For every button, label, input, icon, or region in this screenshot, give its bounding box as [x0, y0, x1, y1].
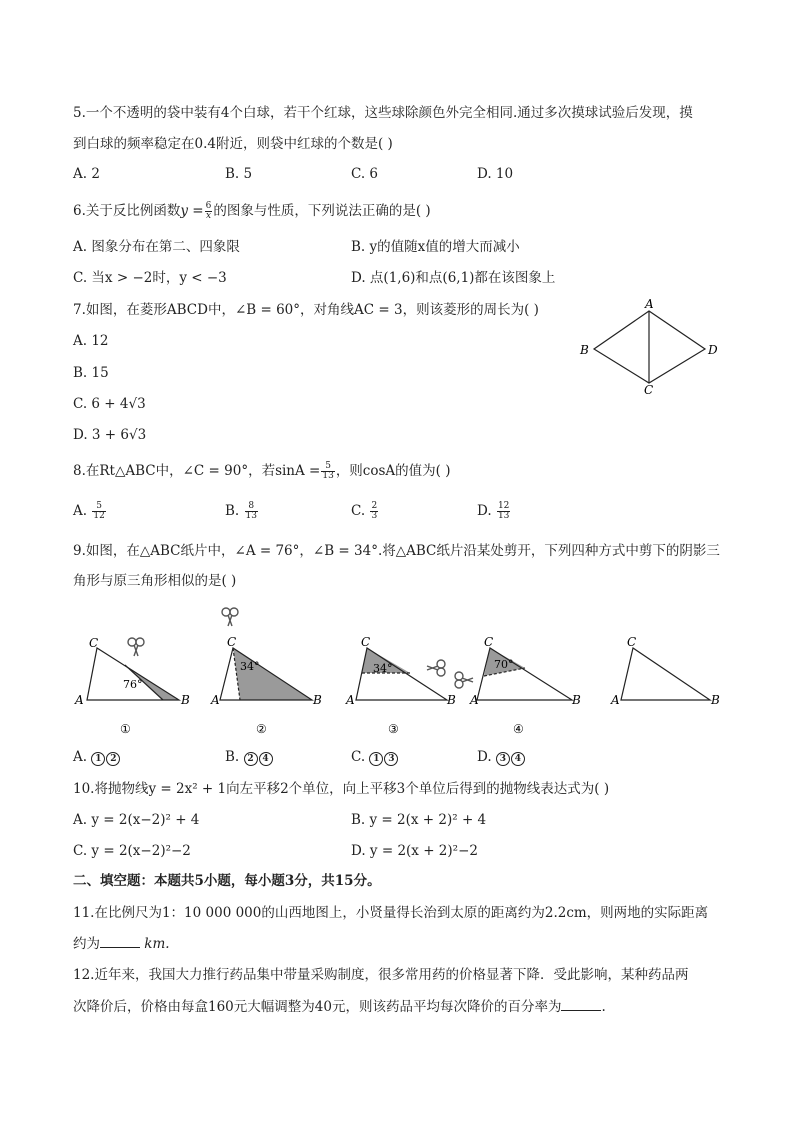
q7-stem: 7.如图，在菱形ABCD中，∠B = 60°，对角线AC = 3，则该菱形的周长为( ) — [73, 302, 539, 318]
q6-fraction — [205, 202, 213, 221]
q11-suffix: km. — [140, 936, 170, 952]
q12-suffix: . — [601, 999, 606, 1015]
q8-option-d-den: 13 — [497, 511, 510, 521]
fig4-caption: ④ — [513, 722, 524, 736]
q9-line1: 9.如图，在△ABC纸片中，∠A = 76°，∠B = 34°.将△ABC纸片沿某处剪开，下列四种方式中剪下的阴影三 — [73, 543, 720, 559]
scissors-icon — [128, 638, 144, 656]
q8-prefix: 8.在Rt△ABC中，∠C = 90°，若sinA = — [73, 463, 321, 479]
q9-option-c-c1: 1 — [369, 752, 383, 766]
q8-option-c — [351, 502, 379, 521]
q9-option-b-c1: 2 — [244, 752, 258, 766]
q9-option-d-c2: 4 — [511, 752, 525, 766]
q8-fraction — [321, 462, 334, 481]
q9-original-triangle — [610, 635, 720, 707]
q5-line1: 5.一个不透明的袋中装有4个白球，若干个红球，这些球除颜色外完全相同.通过多次摸球试验后发现，摸 — [73, 105, 693, 121]
q9-figure-4 — [455, 635, 581, 736]
q9-option-c — [351, 748, 399, 766]
q9-option-d-c1: 3 — [496, 752, 510, 766]
q12-line2 — [73, 998, 606, 1016]
q12-answer-blank[interactable] — [561, 998, 601, 1011]
q5-option-a: A. 2 — [73, 166, 100, 182]
scissors-icon — [222, 608, 238, 626]
q6-func-lhs: y = — [180, 203, 204, 219]
fig3-angle: 34° — [373, 662, 393, 675]
fig3-caption: ③ — [388, 722, 399, 736]
fig4-angle: 70° — [494, 658, 514, 671]
q11-answer-blank[interactable] — [100, 935, 140, 948]
fig4-label-c: C — [484, 635, 494, 649]
q8-option-d-fraction — [497, 502, 510, 521]
rhombus-label-a: A — [645, 297, 654, 311]
q8-suffix: ，则cosA的值为( ) — [335, 463, 451, 479]
fig0-label-c: C — [627, 635, 637, 649]
q9-option-b — [225, 748, 274, 766]
q11-line1: 11.在比例尺为1：10 000 000的山西地图上，小贤量得长治到太原的距离约为2.2cm，则两地的实际距离 — [73, 905, 709, 921]
q7-option-a: A. 12 — [73, 333, 109, 349]
q6-option-a: A. 图象分布在第二、四象限 — [73, 239, 240, 255]
q8-option-a-den: 12 — [93, 511, 105, 521]
q10-option-d: D. y = 2(x + 2)²−2 — [351, 843, 478, 859]
q8-stem — [73, 462, 451, 481]
rhombus-figure — [572, 296, 732, 398]
fig0-label-a: A — [611, 693, 620, 707]
scissors-icon — [455, 672, 473, 688]
q9-figure-2 — [210, 608, 322, 736]
q10-option-a: A. y = 2(x−2)² + 4 — [73, 812, 200, 828]
q6-option-b: B. y的值随x值的增大而减小 — [351, 239, 520, 255]
q9-option-a-c2: 2 — [106, 752, 120, 766]
q10-option-c: C. y = 2(x−2)²−2 — [73, 843, 191, 859]
q8-option-d — [477, 502, 511, 521]
fig2-angle: 34° — [240, 660, 260, 673]
q8-frac-num: 5 — [321, 462, 334, 472]
q10-stem: 10.将抛物线y = 2x² + 1向左平移2个单位，向上平移3个单位后得到的抛物线表达式为( ) — [73, 781, 610, 797]
q8-option-d-letter: D. — [477, 503, 492, 519]
q9-figure-3 — [345, 635, 456, 736]
fig1-label-b: B — [181, 693, 190, 707]
q9-line2: 角形与原三角形相似的是( ) — [73, 573, 237, 589]
fig1-caption: ① — [120, 722, 131, 736]
fig1-angle: 76° — [123, 678, 143, 691]
q9-option-d-letter: D. — [477, 749, 492, 765]
q9-figures — [70, 600, 730, 740]
q8-option-c-den: 3 — [371, 511, 378, 521]
q5-line2: 到白球的频率稳定在0.4附近，则袋中红球的个数是( ) — [73, 136, 393, 152]
q6-suffix: 的图象与性质，下列说法正确的是( ) — [213, 203, 431, 219]
q9-option-b-letter: B. — [225, 749, 240, 765]
fig3-label-a: A — [346, 693, 355, 707]
q9-figure-1 — [74, 636, 190, 736]
q8-option-c-fraction — [370, 502, 378, 521]
q7-option-d: D. 3 + 6√3 — [73, 427, 147, 443]
q5-option-d: D. 10 — [477, 166, 514, 182]
q5-option-c: C. 6 — [351, 166, 379, 182]
fig1-label-a: A — [75, 693, 84, 707]
q10-option-b: B. y = 2(x + 2)² + 4 — [351, 812, 487, 828]
q6-option-c: C. 当x > −2时，y < −3 — [73, 270, 227, 286]
q8-frac-den: 13 — [322, 471, 334, 481]
fig0-label-b: B — [711, 693, 720, 707]
q8-option-a-letter: A. — [73, 503, 88, 519]
q8-option-a — [73, 502, 107, 521]
q8-option-b-den: 13 — [245, 511, 257, 521]
rhombus-label-c: C — [644, 383, 654, 397]
q7-option-c: C. 6 + 4√3 — [73, 396, 146, 412]
q6-option-d: D. 点(1,6)和点(6,1)都在该图象上 — [351, 270, 556, 286]
q6-stem — [73, 202, 431, 221]
q8-option-a-fraction — [92, 502, 105, 521]
rhombus-label-b: B — [580, 343, 589, 357]
q8-option-b-num: 8 — [245, 502, 258, 512]
q9-option-a-c1: 1 — [91, 752, 105, 766]
fig4-label-b: B — [572, 693, 581, 707]
section-2-heading: 二、填空题：本题共5小题，每小题3分，共15分。 — [73, 873, 381, 889]
q8-option-c-letter: C. — [351, 503, 366, 519]
q8-option-c-num: 2 — [371, 501, 378, 511]
fig2-label-b: B — [313, 693, 322, 707]
q9-option-c-c2: 3 — [384, 752, 398, 766]
q6-prefix: 6.关于反比例函数 — [73, 203, 181, 219]
q6-frac-num: 6 — [205, 201, 212, 211]
q9-option-c-letter: C. — [351, 749, 366, 765]
q8-option-b-fraction — [245, 502, 258, 521]
q9-option-b-c2: 4 — [259, 752, 273, 766]
fig2-label-a: A — [211, 693, 220, 707]
q11-line2 — [73, 935, 170, 953]
q8-option-d-num: 12 — [497, 501, 510, 511]
fig1-label-c: C — [89, 636, 99, 650]
q6-frac-den: x — [205, 211, 212, 221]
fig3-label-b: B — [447, 693, 456, 707]
q9-option-a-letter: A. — [73, 749, 88, 765]
q7-option-b: B. 15 — [73, 365, 109, 381]
fig4-label-a: A — [470, 693, 479, 707]
q8-option-a-num: 5 — [92, 502, 105, 512]
scissors-icon — [427, 660, 445, 676]
fig2-caption: ② — [256, 722, 267, 736]
q12-prefix: 次降价后，价格由每盒160元大幅调整为40元，则该药品平均每次降价的百分率为 — [73, 999, 562, 1015]
q11-prefix: 约为 — [73, 936, 100, 952]
q9-option-d — [477, 748, 526, 766]
fig2-label-c: C — [227, 635, 237, 649]
q12-line1: 12.近年来，我国大力推行药品集中带量采购制度，很多常用药的价格显著下降．受此影响，某种药品两 — [73, 967, 689, 983]
q8-option-b-letter: B. — [225, 503, 240, 519]
rhombus-label-d: D — [708, 343, 718, 357]
q5-option-b: B. 5 — [225, 166, 253, 182]
q8-option-b — [225, 502, 259, 521]
q9-option-a — [73, 748, 121, 766]
fig3-label-c: C — [361, 635, 371, 649]
